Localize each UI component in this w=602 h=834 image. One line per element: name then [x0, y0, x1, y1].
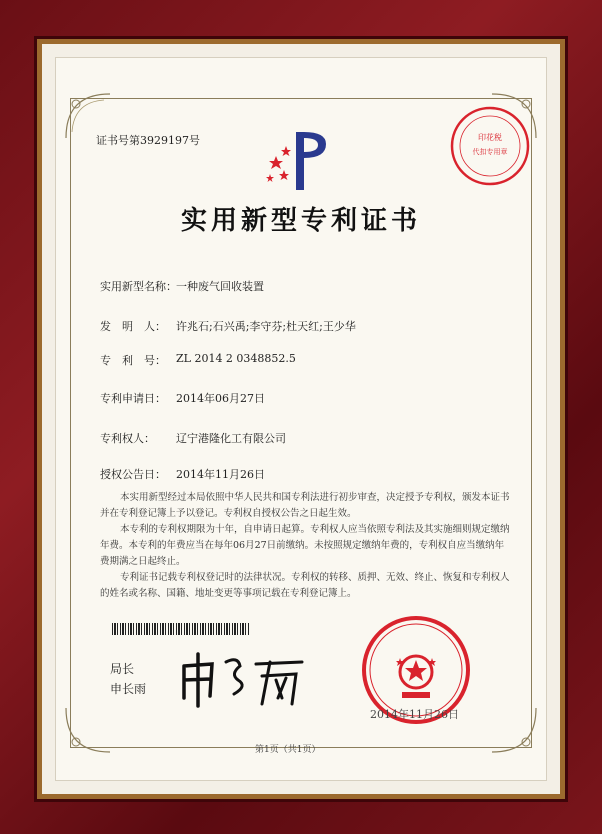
paragraph-grant: 本实用新型经过本局依照中华人民共和国专利法进行初步审查，决定授予专利权，颁发本证书并在专利登记簿上予以登记。专利权自授权公告之日起生效。: [100, 492, 510, 519]
field-value-filing-date: 2014年06月27日: [176, 392, 265, 405]
field-value-patentee: 辽宁港隆化工有限公司: [176, 432, 286, 445]
field-value-inventors: 许兆石;石兴禹;李守芬;杜天红;王少华: [176, 320, 356, 333]
patent-office-logo: [262, 128, 342, 194]
corner-ornament-bottom-left: [64, 706, 112, 754]
field-label-grant-date: 授权公告日：: [100, 468, 166, 481]
field-value-name: 一种废气回收装置: [176, 280, 264, 293]
field-value-grant-date: 2014年11月26日: [176, 468, 265, 481]
field-label-filing-date: 专利申请日：: [100, 392, 166, 405]
field-label-inventors: 发 明 人：: [100, 320, 166, 333]
certificate-number: 证书号第3929197号: [96, 134, 200, 147]
field-label-name: 实用新型名称：: [100, 280, 177, 293]
paragraph-term: 本专利的专利权期限为十年，自申请日起算。专利权人应当依照专利法及其实施细则规定缴纳年费。本专利的年费应当在每年06月27日前缴纳。未按照规定缴纳年费的，专利权自应当缴纳年费期满之日起终止。: [100, 524, 510, 567]
corner-ornament-bottom-right: [490, 706, 538, 754]
barcode: [112, 623, 250, 635]
tax-stamp-line-2: 印花税: [478, 133, 502, 142]
director-title: 局长: [110, 662, 135, 676]
tax-stamp-line-3: 代扣专用章: [472, 148, 508, 156]
paragraph-legal-status: 专利证书记载专利权登记时的法律状况。专利权的转移、质押、无效、终止、恢复和专利权人的姓名或名称、国籍、地址变更等事项记载在专利登记簿上。: [100, 572, 510, 599]
field-value-patent-no: ZL 2014 2 0348852.5: [176, 352, 296, 365]
tax-stamp: [448, 104, 532, 188]
page-footer: 第1页（共1页）: [255, 745, 321, 755]
certificate-title: 实用新型专利证书: [180, 206, 421, 236]
director-signature: [178, 648, 308, 712]
director-name: 申长雨: [110, 682, 147, 696]
seal-date: 2014年11月26日: [370, 708, 459, 721]
field-label-patentee: 专利权人：: [100, 432, 155, 445]
field-label-patent-no: 专 利 号：: [100, 354, 166, 367]
